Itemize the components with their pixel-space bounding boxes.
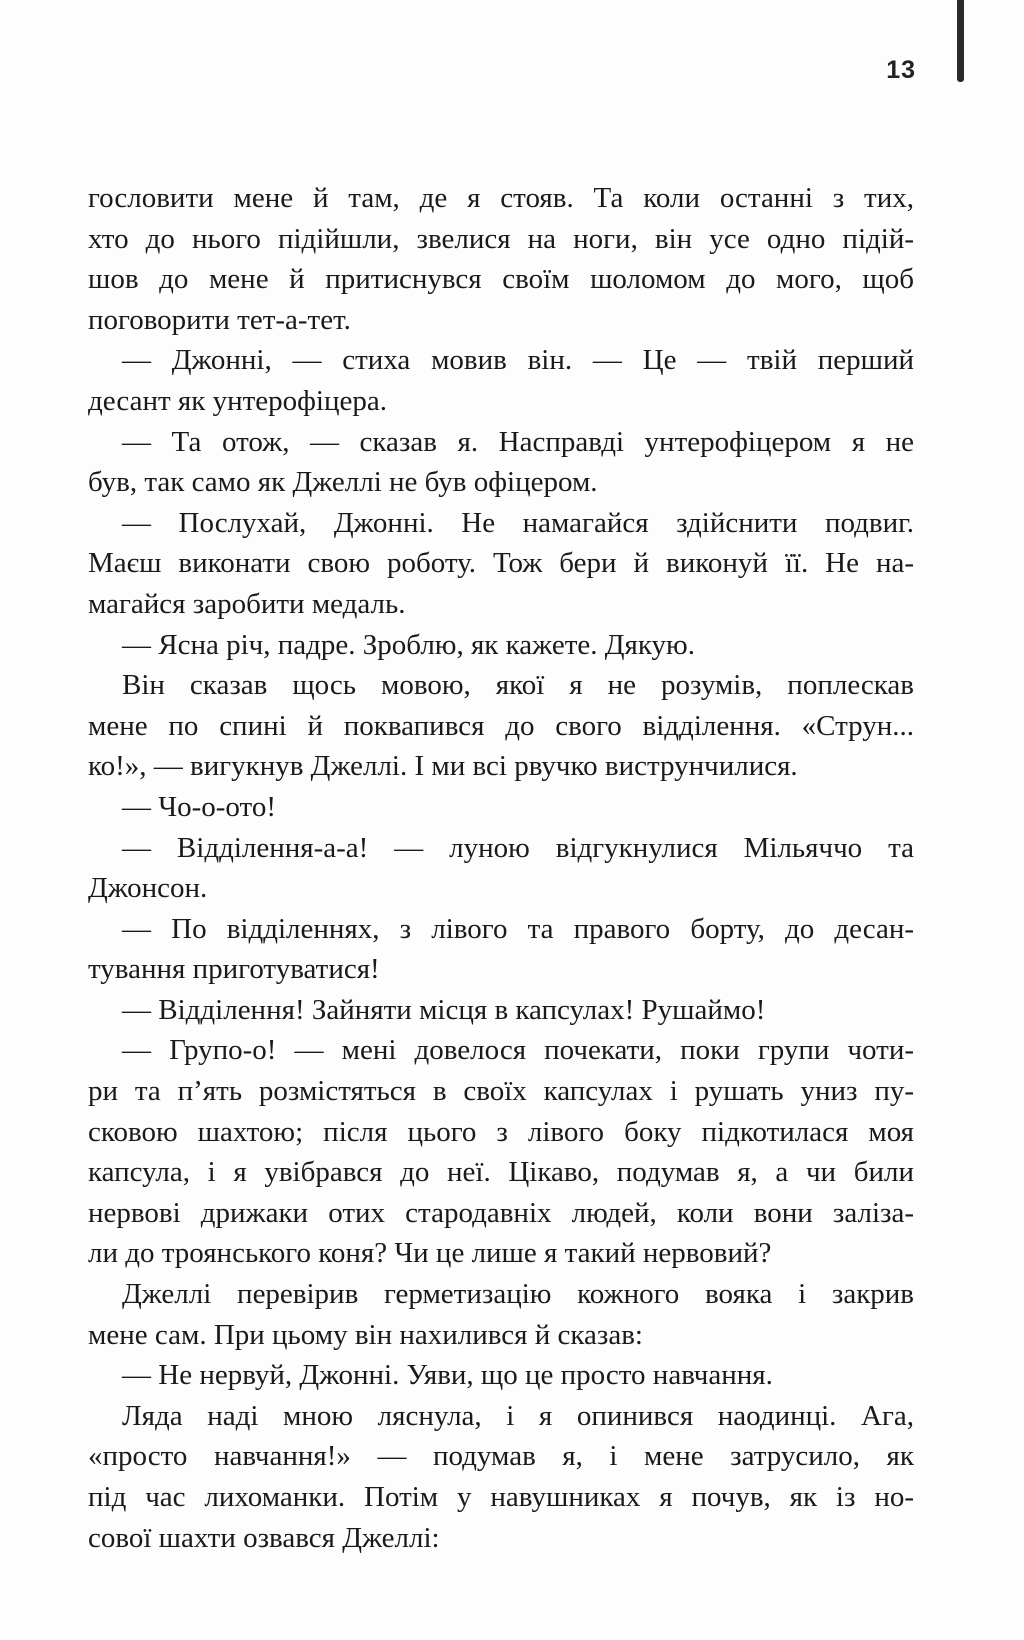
text-line: — Та отож, — сказав я. Насправді унтерофіцером я не xyxy=(122,425,914,458)
text-line: десант як унтерофіцера. xyxy=(88,384,387,417)
text-line: капсула, і я увібрався до неї. Цікаво, подумав я, а чи били xyxy=(88,1156,914,1189)
text-line: Він сказав щось мовою, якої я не розумів, поплескав xyxy=(122,669,914,702)
text-line: Ляда наді мною ляснула, і я опинився наодинці. Ага, xyxy=(122,1399,914,1432)
text-line: — Відділення-а-а! — луною відгукнулися Мільяччо та xyxy=(122,831,914,864)
text-line: тування приготуватися! xyxy=(88,953,380,986)
text-line: — Групо-о! — мені довелося почекати, поки групи чоти- xyxy=(122,1034,914,1067)
text-line: — По відділеннях, з лівого та правого борту, до десан- xyxy=(122,912,914,945)
page-edge-mark xyxy=(957,0,964,82)
text-line: під час лихоманки. Потім у навушниках я почув, як із но- xyxy=(88,1481,914,1513)
body-text xyxy=(88,178,914,1558)
text-line: сової шахти озвався Джеллі: xyxy=(88,1521,440,1554)
text-line: Джонсон. xyxy=(88,872,208,905)
text-line: нервові дрижаки отих стародавніх людей, коли вони заліза- xyxy=(88,1196,914,1229)
text-line: сковою шахтою; після цього з лівого боку підкотилася моя xyxy=(88,1115,914,1148)
text-line: поговорити тет-а-тет. xyxy=(88,303,351,336)
text-line: — Послухай, Джонні. Не намагайся здійснити подвиг. xyxy=(122,506,914,539)
text-line: був, так само як Джеллі не був офіцером. xyxy=(88,466,598,499)
text-line: «просто навчання!» — подумав я, і мене затрусило, як xyxy=(88,1440,914,1473)
text-line: Маєш виконати свою роботу. Тож бери й виконуй її. Не на- xyxy=(88,547,914,580)
text-line: хто до нього підійшли, звелися на ноги, він усе одно підій- xyxy=(88,222,914,255)
text-line: ли до троянського коня? Чи це лише я такий нервовий? xyxy=(88,1237,772,1270)
page-number: 13 xyxy=(886,56,916,84)
text-line: — Відділення! Зайняти місця в капсулах! Рушаймо! xyxy=(122,993,766,1026)
text-line: — Не нервуй, Джонні. Уяви, що це просто навчання. xyxy=(122,1359,773,1392)
text-line: — Джонні, — стиха мовив він. — Це — твій перший xyxy=(122,344,914,377)
text-line: мене сам. При цьому він нахилився й сказав: xyxy=(88,1318,643,1351)
text-line: ри та п’ять розмістяться в своїх капсулах і рушать униз пу- xyxy=(88,1075,914,1108)
text-line: ко!», — вигукнув Джеллі. І ми всі рвучко виструнчилися. xyxy=(88,750,798,783)
text-line: Джеллі перевірив герметизацію кожного вояка і закрив xyxy=(122,1278,914,1311)
text-line: — Чо-о-ото! xyxy=(122,790,276,823)
text-line: шов до мене й притиснувся своїм шоломом до мого, щоб xyxy=(88,263,914,296)
text-line: гословити мене й там, де я стояв. Та коли останні з тих, xyxy=(88,182,914,214)
text-line: магайся заробити медаль. xyxy=(88,587,406,620)
text-line: — Ясна річ, падре. Зроблю, як кажете. Дякую. xyxy=(122,628,695,661)
text-line: мене по спині й поквапився до свого відділення. «Струн... xyxy=(88,709,914,742)
